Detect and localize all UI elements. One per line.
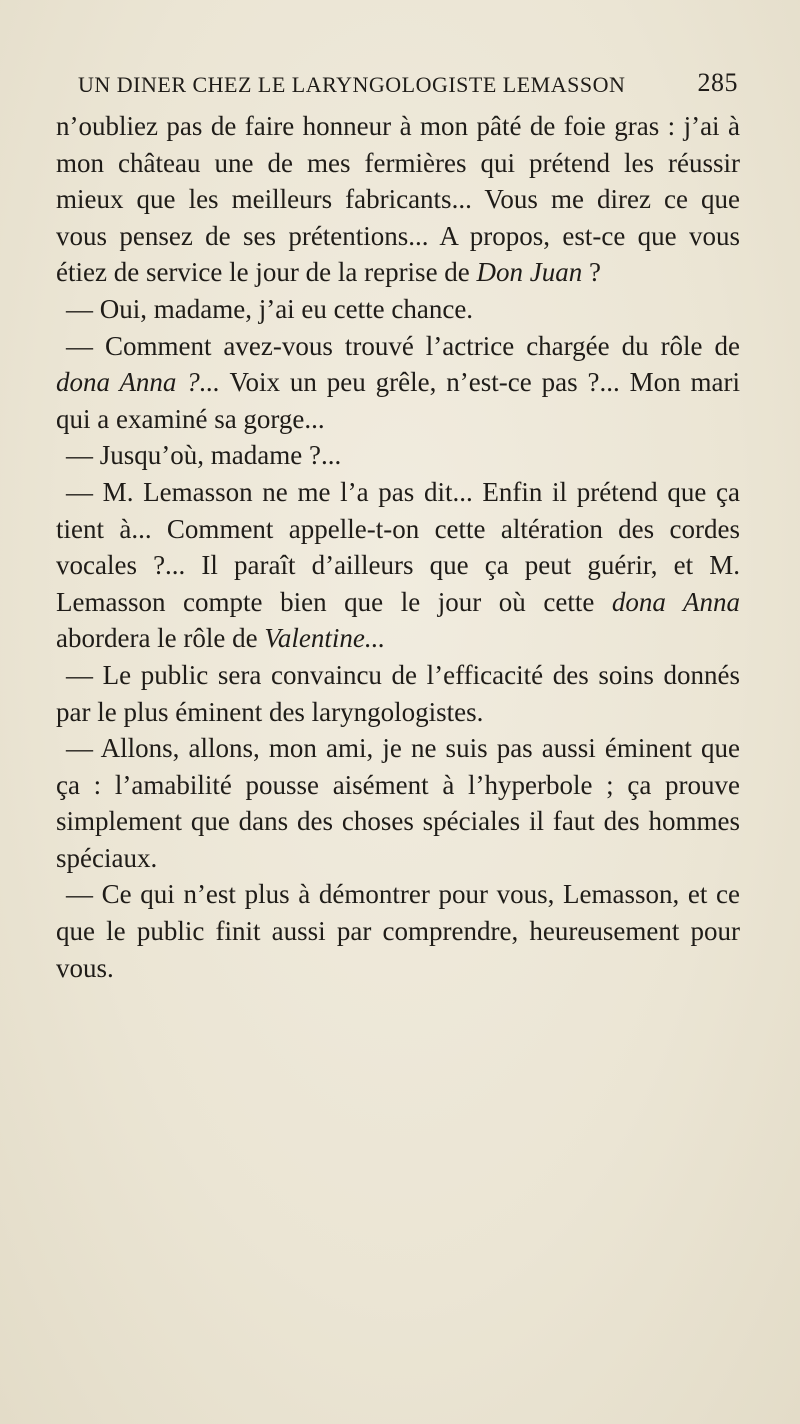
italic-role: dona Anna <box>611 586 740 617</box>
paragraph <box>56 108 740 291</box>
page-number: 285 <box>697 68 738 97</box>
dialogue-line <box>56 474 740 657</box>
text-run: — Jusqu’où, madame ?... <box>66 440 342 471</box>
text-run: abordera le rôle de <box>56 623 265 654</box>
text-run: n’oubliez pas de faire honneur à mon pâté de foie gras : j’ai à mon château une de mes fermières qui prétend les réussir mieux que les meilleurs fabricants... Vous me direz ce que vous pensez de ses prétentions... A propos, est-ce que vous étiez de service le jour de la reprise de <box>56 111 740 288</box>
text-run: — Le public sera convaincu de l’efficacité des soins donnés par le plus éminent des laryngologistes. <box>56 659 740 727</box>
running-title: UN DINER CHEZ LE LARYNGOLOGISTE LEMASSON <box>78 72 626 97</box>
text-run: — Comment avez-vous trouvé l’actrice chargée du rôle de <box>66 330 740 361</box>
text-run: — Ce qui n’est plus à démontrer pour vous, Lemasson, et ce que le public finit aussi par comprendre, heureusement pour vous. <box>56 879 740 983</box>
dialogue-line <box>56 291 740 328</box>
dialogue-line <box>56 657 740 730</box>
dialogue-line <box>56 876 740 986</box>
body-text <box>56 108 740 986</box>
dialogue-line <box>56 730 740 876</box>
italic-title: Don Juan <box>476 257 583 288</box>
text-run: Voix un peu grêle, n’est-ce pas ?... Mon mari qui a examiné sa gorge... <box>56 367 740 434</box>
text-run: — Allons, allons, mon ami, je ne suis pas aussi éminent que ça : l’amabilité pousse aisément à l’hyperbole ; ça prouve simplement que dans des choses spéciales il faut des hommes spéciaux. <box>56 733 740 873</box>
text-run: ? <box>582 257 601 288</box>
dialogue-line <box>56 328 740 438</box>
italic-role: Valentine... <box>264 623 386 654</box>
italic-role: dona Anna ?... <box>56 367 221 398</box>
text-run: — M. Lemasson ne me l’a pas dit... Enfin il prétend que ça tient à... Comment appelle-t-on cette altération des cordes vocales ?... Il paraît d’ailleurs que ça peut guérir, et M. Lemasson compte bien que le jour où cette <box>56 476 740 617</box>
page-header <box>78 68 738 102</box>
dialogue-line <box>56 437 740 474</box>
text-run: — Oui, madame, j’ai eu cette chance. <box>66 293 474 324</box>
